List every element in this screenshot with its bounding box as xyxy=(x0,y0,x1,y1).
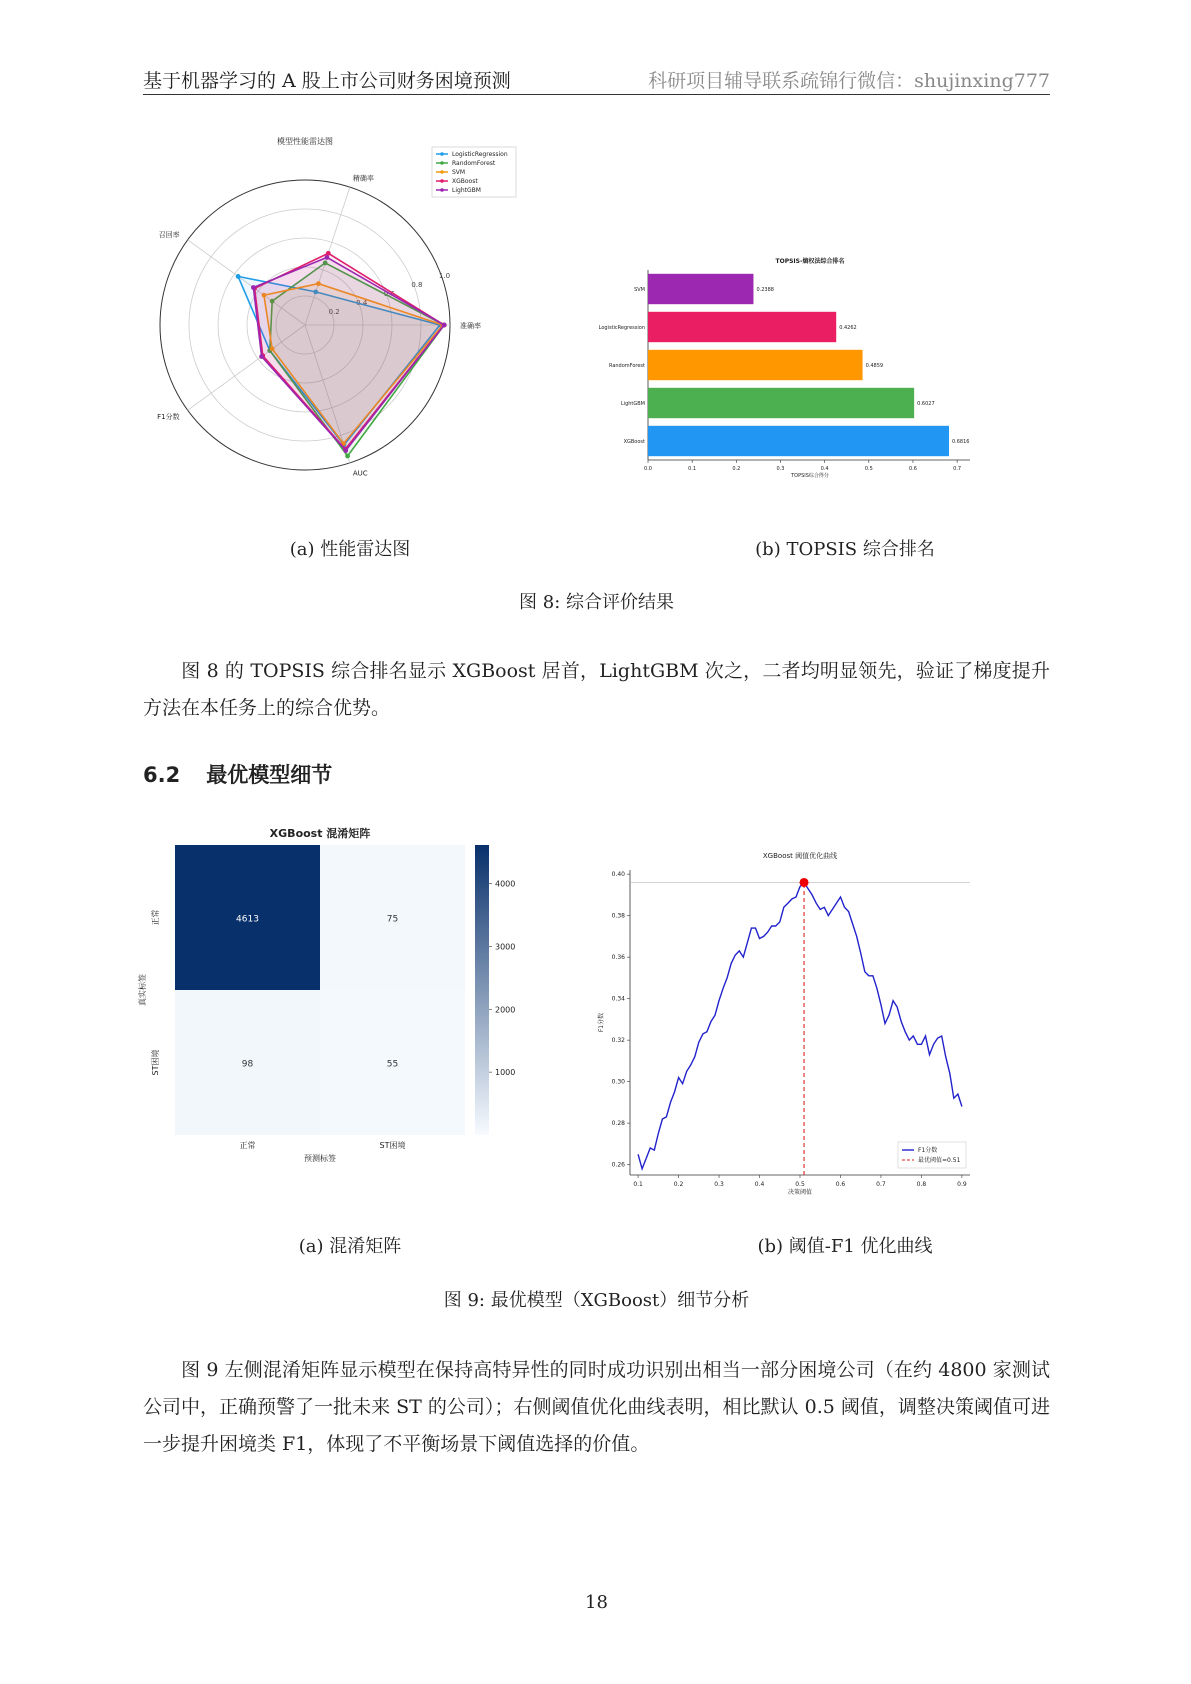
paragraph-1-text: 图 8 的 TOPSIS 综合排名显示 XGBoost 居首，LightGBM 次之，二者均明显领先，验证了梯度提升方法在本任务上的综合优势。 xyxy=(143,660,1050,719)
cm-colorbar-tick-label: 4000 xyxy=(495,879,516,889)
radar-r-tick: 0.2 xyxy=(328,308,340,317)
radar-title: 模型性能雷达图 xyxy=(277,137,333,146)
running-header-left: 基于机器学习的 A 股上市公司财务困境预测 xyxy=(143,70,511,92)
radar-point-LightGBM xyxy=(259,354,264,359)
thr-legend-box xyxy=(898,1142,966,1168)
running-header-right: 科研项目辅导联系疏锦行微信：shujinxing777 xyxy=(648,70,1050,92)
topsis-value-label: 0.6816 xyxy=(951,439,970,445)
confusion-matrix-chart xyxy=(138,825,570,1205)
topsis-bar-LogisticRegression xyxy=(648,312,836,342)
section-title: 最优模型细节 xyxy=(206,763,333,787)
topsis-category-label: LogisticRegression xyxy=(598,325,645,331)
thr-legend-label: F1分数 xyxy=(918,1147,938,1154)
thr-y-tick-label: 0.34 xyxy=(611,995,625,1003)
figure9-caption: 图 9: 最优模型（XGBoost）细节分析 xyxy=(443,1290,750,1311)
radar-legend-marker xyxy=(440,179,444,183)
topsis-category-label: XGBoost xyxy=(623,439,645,445)
radar-legend-marker xyxy=(440,152,444,156)
figure8-caption: 图 8: 综合评价结果 xyxy=(519,592,674,613)
radar-axis-label: AUC xyxy=(352,469,368,478)
thr-x-tick-label: 0.1 xyxy=(633,1181,643,1188)
topsis-bar-SVM xyxy=(648,274,753,304)
cm-x-label: 预测标签 xyxy=(304,1154,336,1163)
cm-y-label: 真实标签 xyxy=(138,974,147,1006)
radar-legend-marker xyxy=(440,170,444,174)
topsis-bar-chart xyxy=(598,258,1060,520)
cm-colorbar-tick-label: 3000 xyxy=(495,942,516,952)
cm-y-tick-label: ST困境 xyxy=(151,1049,160,1076)
topsis-x-tick-label: 0.0 xyxy=(644,466,652,472)
cm-colorbar xyxy=(475,845,489,1135)
radar-legend xyxy=(432,147,516,197)
radar-axis-label: 准确率 xyxy=(460,322,481,330)
radar-point-LogisticRegression xyxy=(236,274,241,279)
thr-x-tick-label: 0.7 xyxy=(876,1181,886,1188)
radar-legend-label: RandomForest xyxy=(452,160,496,168)
thr-y-tick-label: 0.40 xyxy=(611,871,625,879)
cm-subcaption: (a) 混淆矩阵 xyxy=(298,1236,402,1257)
cm-y-tick-label: 正常 xyxy=(151,909,160,926)
radar-point-LightGBM xyxy=(442,323,447,328)
thr-title: XGBoost 阈值优化曲线 xyxy=(762,852,838,860)
cm-x-tick-label: 正常 xyxy=(239,1141,256,1150)
paragraph-2-text: 图 9 左侧混淆矩阵显示模型在保持高特异性的同时成功识别出相当一部分困境公司（在约 4800 家测试公司中，正确预警了一批未来 ST 的公司）；右侧阈值优化曲线表明，相比默认 0.5 阈值，调整决策阈值可进一步提升困境类 F1，体现了不平衡场景下阈值选择的价值。 xyxy=(143,1359,1050,1455)
cm-cell-value: 4613 xyxy=(236,914,259,925)
topsis-x-tick-label: 0.7 xyxy=(953,466,962,472)
section-number: 6.2 xyxy=(143,763,181,787)
cm-colorbar-tick-label: 1000 xyxy=(495,1068,516,1078)
topsis-category-label: LightGBM xyxy=(620,401,645,407)
thr-x-tick-label: 0.2 xyxy=(673,1181,684,1188)
thr-x-tick-label: 0.4 xyxy=(754,1181,765,1188)
radar-legend-label: SVM xyxy=(452,169,466,177)
radar-point-LightGBM xyxy=(343,448,348,453)
radar-legend-label: LightGBM xyxy=(452,187,481,195)
cm-x-tick-label: ST困境 xyxy=(379,1141,406,1150)
paragraph-2 xyxy=(143,1352,1050,1463)
topsis-x-tick-label: 0.5 xyxy=(864,466,873,472)
topsis-category-label: RandomForest xyxy=(608,363,645,369)
cm-cell-value: 55 xyxy=(386,1059,399,1070)
thr-legend xyxy=(898,1142,966,1168)
topsis-x-tick-label: 0.6 xyxy=(908,466,917,472)
topsis-value-label: 0.6027 xyxy=(917,401,935,407)
radar-point-LightGBM xyxy=(325,255,330,260)
radar-legend-label: XGBoost xyxy=(452,178,478,186)
thr-y-tick-label: 0.38 xyxy=(611,912,625,920)
radar-legend-marker xyxy=(440,188,444,192)
topsis-title: TOPSIS-熵权法综合排名 xyxy=(775,258,845,265)
header-rule xyxy=(143,94,1050,95)
topsis-bar-RandomForest xyxy=(648,350,863,380)
thr-y-tick-label: 0.32 xyxy=(611,1037,625,1045)
thr-x-tick-label: 0.9 xyxy=(957,1181,967,1188)
radar-r-tick: 0.8 xyxy=(411,281,423,290)
radar-legend-marker xyxy=(440,161,444,165)
topsis-value-label: 0.2388 xyxy=(756,287,774,293)
radar-r-tick: 1.0 xyxy=(438,272,451,281)
threshold-curve-chart xyxy=(598,852,1060,1215)
topsis-subcaption: (b) TOPSIS 综合排名 xyxy=(755,539,935,560)
radar-axis-label: 精确率 xyxy=(352,174,374,183)
topsis-x-tick-label: 0.1 xyxy=(688,466,697,472)
topsis-x-label: TOPSIS综合得分 xyxy=(791,473,829,479)
radar-axis-label: F1分数 xyxy=(157,413,180,422)
thr-optimum-marker xyxy=(800,878,809,887)
thr-y-tick-label: 0.28 xyxy=(611,1120,625,1128)
topsis-category-label: SVM xyxy=(634,287,645,293)
topsis-value-label: 0.4859 xyxy=(865,363,884,369)
thr-y-label: F1分数 xyxy=(598,1012,605,1033)
cm-title: XGBoost 混淆矩阵 xyxy=(269,827,371,840)
thr-subcaption: (b) 阈值-F1 优化曲线 xyxy=(757,1236,933,1257)
radar-point-LightGBM xyxy=(251,285,256,290)
topsis-bar-LightGBM xyxy=(648,388,914,418)
thr-y-tick-label: 0.36 xyxy=(611,954,625,962)
page-number: 18 xyxy=(585,1592,608,1613)
radar-chart xyxy=(140,137,570,520)
radar-subcaption: (a) 性能雷达图 xyxy=(289,539,411,560)
topsis-x-tick-label: 0.2 xyxy=(732,466,741,472)
thr-y-tick-label: 0.26 xyxy=(611,1161,625,1169)
topsis-x-tick-label: 0.4 xyxy=(820,466,829,472)
cm-cell-value: 98 xyxy=(241,1059,254,1070)
thr-f1-line xyxy=(638,882,962,1168)
radar-point-XGBoost xyxy=(326,251,331,256)
cm-colorbar-tick-label: 2000 xyxy=(495,1005,516,1015)
topsis-value-label: 0.4262 xyxy=(839,325,857,331)
paragraph-1 xyxy=(143,653,1050,727)
section-heading xyxy=(143,759,332,789)
thr-y-tick-label: 0.30 xyxy=(611,1078,625,1086)
thr-legend-label: 最优阈值=0.51 xyxy=(918,1157,961,1164)
thr-x-tick-label: 0.3 xyxy=(714,1181,724,1188)
cm-cell-value: 75 xyxy=(386,914,399,925)
radar-axis-label: 召回率 xyxy=(158,230,180,239)
thr-x-tick-label: 0.5 xyxy=(795,1181,805,1188)
radar-point-RandomForest xyxy=(345,454,350,459)
thr-x-tick-label: 0.6 xyxy=(835,1181,846,1188)
radar-r-tick: 0.4 xyxy=(356,299,368,308)
radar-legend-label: LogisticRegression xyxy=(452,151,508,159)
thr-x-tick-label: 0.8 xyxy=(916,1181,927,1188)
thr-x-label: 决策阈值 xyxy=(787,1189,813,1196)
radar-r-tick: 0.6 xyxy=(383,290,395,299)
topsis-x-tick-label: 0.3 xyxy=(776,466,785,472)
topsis-bar-XGBoost xyxy=(648,426,949,456)
